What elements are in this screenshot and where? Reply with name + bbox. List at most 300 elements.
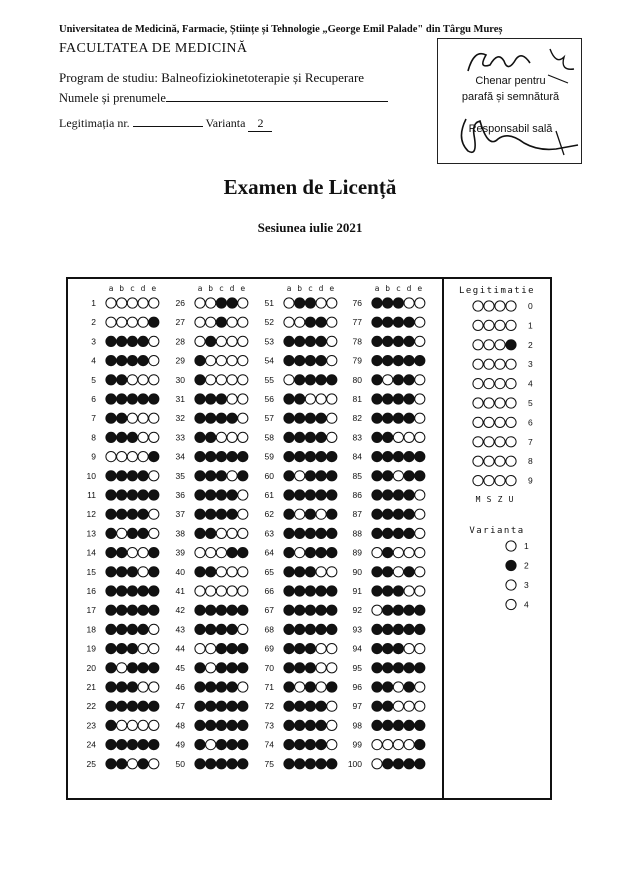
answer-bubble-43-b[interactable] [206, 624, 216, 634]
answer-bubble-44-b[interactable] [206, 644, 216, 654]
answer-bubble-2-a[interactable] [106, 317, 116, 327]
answer-bubble-4-e[interactable] [149, 356, 159, 366]
legitimatie-bubble-6-3[interactable] [506, 417, 516, 427]
answer-bubble-31-c[interactable] [216, 394, 226, 404]
answer-bubble-36-d[interactable] [227, 490, 237, 500]
answer-bubble-66-d[interactable] [316, 586, 326, 596]
answer-bubble-55-c[interactable] [305, 375, 315, 385]
legitimatie-bubble-5-2[interactable] [495, 398, 505, 408]
answer-bubble-33-c[interactable] [216, 432, 226, 442]
answer-bubble-93-a[interactable] [372, 624, 382, 634]
answer-bubble-13-b[interactable] [117, 528, 127, 538]
answer-bubble-24-e[interactable] [149, 740, 159, 750]
legitimatie-bubble-0-3[interactable] [506, 301, 516, 311]
answer-bubble-74-d[interactable] [316, 740, 326, 750]
answer-bubble-8-c[interactable] [127, 432, 137, 442]
answer-bubble-40-e[interactable] [238, 567, 248, 577]
answer-bubble-69-b[interactable] [295, 644, 305, 654]
answer-bubble-19-a[interactable] [106, 644, 116, 654]
legitimatie-bubble-2-0[interactable] [473, 340, 483, 350]
answer-bubble-83-a[interactable] [372, 432, 382, 442]
answer-bubble-68-e[interactable] [327, 624, 337, 634]
answer-bubble-81-b[interactable] [383, 394, 393, 404]
answer-bubble-32-c[interactable] [216, 413, 226, 423]
answer-bubble-50-b[interactable] [206, 759, 216, 769]
answer-bubble-3-b[interactable] [117, 336, 127, 346]
answer-bubble-4-b[interactable] [117, 356, 127, 366]
answer-bubble-65-d[interactable] [316, 567, 326, 577]
answer-bubble-80-d[interactable] [404, 375, 414, 385]
answer-bubble-47-d[interactable] [227, 701, 237, 711]
answer-bubble-19-b[interactable] [117, 644, 127, 654]
answer-bubble-13-e[interactable] [149, 528, 159, 538]
answer-bubble-71-e[interactable] [327, 682, 337, 692]
answer-bubble-67-d[interactable] [316, 605, 326, 615]
answer-bubble-49-e[interactable] [238, 740, 248, 750]
answer-bubble-91-e[interactable] [415, 586, 425, 596]
answer-bubble-84-b[interactable] [383, 452, 393, 462]
answer-bubble-58-d[interactable] [316, 432, 326, 442]
answer-bubble-32-d[interactable] [227, 413, 237, 423]
answer-bubble-41-d[interactable] [227, 586, 237, 596]
answer-bubble-38-a[interactable] [195, 528, 205, 538]
answer-bubble-56-c[interactable] [305, 394, 315, 404]
answer-bubble-16-b[interactable] [117, 586, 127, 596]
answer-bubble-28-c[interactable] [216, 336, 226, 346]
answer-bubble-77-b[interactable] [383, 317, 393, 327]
answer-bubble-70-e[interactable] [327, 663, 337, 673]
answer-bubble-79-b[interactable] [383, 356, 393, 366]
answer-bubble-95-e[interactable] [415, 663, 425, 673]
answer-bubble-90-e[interactable] [415, 567, 425, 577]
answer-bubble-51-d[interactable] [316, 298, 326, 308]
answer-bubble-1-c[interactable] [127, 298, 137, 308]
answer-bubble-37-a[interactable] [195, 509, 205, 519]
answer-bubble-35-b[interactable] [206, 471, 216, 481]
legitimatie-bubble-2-2[interactable] [495, 340, 505, 350]
answer-bubble-65-c[interactable] [305, 567, 315, 577]
answer-bubble-28-d[interactable] [227, 336, 237, 346]
answer-bubble-72-d[interactable] [316, 701, 326, 711]
answer-bubble-81-c[interactable] [393, 394, 403, 404]
answer-bubble-31-a[interactable] [195, 394, 205, 404]
answer-bubble-54-d[interactable] [316, 356, 326, 366]
answer-bubble-60-e[interactable] [327, 471, 337, 481]
answer-bubble-99-c[interactable] [393, 740, 403, 750]
answer-bubble-77-c[interactable] [393, 317, 403, 327]
answer-bubble-32-a[interactable] [195, 413, 205, 423]
answer-bubble-80-a[interactable] [372, 375, 382, 385]
legitimatie-bubble-8-1[interactable] [484, 456, 494, 466]
answer-bubble-3-d[interactable] [138, 336, 148, 346]
answer-bubble-74-b[interactable] [295, 740, 305, 750]
answer-bubble-46-b[interactable] [206, 682, 216, 692]
answer-bubble-63-a[interactable] [284, 528, 294, 538]
answer-bubble-67-c[interactable] [305, 605, 315, 615]
answer-bubble-99-d[interactable] [404, 740, 414, 750]
answer-bubble-27-e[interactable] [238, 317, 248, 327]
legitimatie-bubble-5-3[interactable] [506, 398, 516, 408]
answer-bubble-78-a[interactable] [372, 336, 382, 346]
answer-bubble-39-c[interactable] [216, 548, 226, 558]
answer-bubble-84-c[interactable] [393, 452, 403, 462]
answer-bubble-69-a[interactable] [284, 644, 294, 654]
answer-bubble-98-e[interactable] [415, 720, 425, 730]
legitimatie-bubble-7-1[interactable] [484, 437, 494, 447]
answer-bubble-48-c[interactable] [216, 720, 226, 730]
answer-bubble-7-d[interactable] [138, 413, 148, 423]
answer-bubble-97-e[interactable] [415, 701, 425, 711]
answer-bubble-6-c[interactable] [127, 394, 137, 404]
answer-bubble-49-a[interactable] [195, 740, 205, 750]
answer-bubble-1-d[interactable] [138, 298, 148, 308]
varianta-bubble-3[interactable] [506, 580, 516, 590]
answer-bubble-20-d[interactable] [138, 663, 148, 673]
answer-bubble-26-e[interactable] [238, 298, 248, 308]
answer-bubble-67-b[interactable] [295, 605, 305, 615]
answer-bubble-6-a[interactable] [106, 394, 116, 404]
answer-bubble-69-d[interactable] [316, 644, 326, 654]
answer-bubble-26-b[interactable] [206, 298, 216, 308]
answer-bubble-35-e[interactable] [238, 471, 248, 481]
answer-bubble-29-c[interactable] [216, 356, 226, 366]
answer-bubble-55-e[interactable] [327, 375, 337, 385]
answer-bubble-97-b[interactable] [383, 701, 393, 711]
answer-bubble-94-c[interactable] [393, 644, 403, 654]
answer-bubble-89-a[interactable] [372, 548, 382, 558]
answer-bubble-21-d[interactable] [138, 682, 148, 692]
answer-bubble-96-c[interactable] [393, 682, 403, 692]
legitimatie-bubble-9-0[interactable] [473, 476, 483, 486]
answer-bubble-83-b[interactable] [383, 432, 393, 442]
answer-bubble-14-d[interactable] [138, 548, 148, 558]
answer-bubble-31-b[interactable] [206, 394, 216, 404]
answer-bubble-25-e[interactable] [149, 759, 159, 769]
answer-bubble-36-b[interactable] [206, 490, 216, 500]
answer-bubble-80-c[interactable] [393, 375, 403, 385]
answer-bubble-85-b[interactable] [383, 471, 393, 481]
answer-bubble-16-a[interactable] [106, 586, 116, 596]
answer-bubble-77-a[interactable] [372, 317, 382, 327]
answer-bubble-76-e[interactable] [415, 298, 425, 308]
answer-bubble-21-b[interactable] [117, 682, 127, 692]
answer-bubble-83-e[interactable] [415, 432, 425, 442]
answer-bubble-88-c[interactable] [393, 528, 403, 538]
answer-bubble-25-a[interactable] [106, 759, 116, 769]
answer-bubble-84-d[interactable] [404, 452, 414, 462]
answer-bubble-26-d[interactable] [227, 298, 237, 308]
answer-bubble-24-a[interactable] [106, 740, 116, 750]
legitimatie-bubble-1-1[interactable] [484, 320, 494, 330]
answer-bubble-61-a[interactable] [284, 490, 294, 500]
answer-bubble-5-a[interactable] [106, 375, 116, 385]
answer-bubble-41-b[interactable] [206, 586, 216, 596]
answer-bubble-57-b[interactable] [295, 413, 305, 423]
answer-bubble-67-e[interactable] [327, 605, 337, 615]
answer-bubble-99-b[interactable] [383, 740, 393, 750]
answer-bubble-10-b[interactable] [117, 471, 127, 481]
answer-bubble-92-c[interactable] [393, 605, 403, 615]
answer-bubble-58-c[interactable] [305, 432, 315, 442]
answer-bubble-54-e[interactable] [327, 356, 337, 366]
answer-bubble-24-d[interactable] [138, 740, 148, 750]
answer-bubble-87-e[interactable] [415, 509, 425, 519]
answer-bubble-99-e[interactable] [415, 740, 425, 750]
answer-bubble-71-b[interactable] [295, 682, 305, 692]
answer-bubble-20-c[interactable] [127, 663, 137, 673]
answer-bubble-11-a[interactable] [106, 490, 116, 500]
answer-bubble-6-d[interactable] [138, 394, 148, 404]
answer-bubble-79-a[interactable] [372, 356, 382, 366]
answer-bubble-8-a[interactable] [106, 432, 116, 442]
answer-bubble-70-c[interactable] [305, 663, 315, 673]
answer-bubble-26-a[interactable] [195, 298, 205, 308]
answer-bubble-21-c[interactable] [127, 682, 137, 692]
answer-bubble-10-c[interactable] [127, 471, 137, 481]
answer-bubble-28-e[interactable] [238, 336, 248, 346]
answer-bubble-50-d[interactable] [227, 759, 237, 769]
answer-bubble-1-a[interactable] [106, 298, 116, 308]
varianta-bubble-2[interactable] [506, 560, 516, 570]
legitimatie-bubble-8-0[interactable] [473, 456, 483, 466]
answer-bubble-59-d[interactable] [316, 452, 326, 462]
answer-bubble-45-a[interactable] [195, 663, 205, 673]
answer-bubble-17-b[interactable] [117, 605, 127, 615]
answer-bubble-98-c[interactable] [393, 720, 403, 730]
answer-bubble-46-e[interactable] [238, 682, 248, 692]
answer-bubble-2-d[interactable] [138, 317, 148, 327]
answer-bubble-2-c[interactable] [127, 317, 137, 327]
answer-bubble-72-e[interactable] [327, 701, 337, 711]
answer-bubble-48-e[interactable] [238, 720, 248, 730]
answer-bubble-44-c[interactable] [216, 644, 226, 654]
answer-bubble-13-d[interactable] [138, 528, 148, 538]
legitimatie-bubble-4-0[interactable] [473, 379, 483, 389]
answer-bubble-4-d[interactable] [138, 356, 148, 366]
answer-bubble-16-e[interactable] [149, 586, 159, 596]
answer-bubble-76-d[interactable] [404, 298, 414, 308]
answer-bubble-100-d[interactable] [404, 759, 414, 769]
answer-bubble-6-e[interactable] [149, 394, 159, 404]
answer-bubble-20-a[interactable] [106, 663, 116, 673]
answer-bubble-74-c[interactable] [305, 740, 315, 750]
legitimatie-bubble-3-0[interactable] [473, 359, 483, 369]
answer-bubble-43-e[interactable] [238, 624, 248, 634]
answer-bubble-32-b[interactable] [206, 413, 216, 423]
answer-bubble-49-b[interactable] [206, 740, 216, 750]
legitimatie-bubble-8-2[interactable] [495, 456, 505, 466]
answer-bubble-29-d[interactable] [227, 356, 237, 366]
answer-bubble-89-d[interactable] [404, 548, 414, 558]
answer-bubble-93-b[interactable] [383, 624, 393, 634]
answer-bubble-77-d[interactable] [404, 317, 414, 327]
legitimatie-bubble-4-3[interactable] [506, 379, 516, 389]
answer-bubble-82-c[interactable] [393, 413, 403, 423]
answer-bubble-96-e[interactable] [415, 682, 425, 692]
answer-bubble-53-d[interactable] [316, 336, 326, 346]
answer-bubble-86-c[interactable] [393, 490, 403, 500]
answer-bubble-37-c[interactable] [216, 509, 226, 519]
answer-bubble-2-b[interactable] [117, 317, 127, 327]
answer-bubble-70-a[interactable] [284, 663, 294, 673]
answer-bubble-22-d[interactable] [138, 701, 148, 711]
answer-bubble-68-b[interactable] [295, 624, 305, 634]
answer-bubble-45-c[interactable] [216, 663, 226, 673]
answer-bubble-58-a[interactable] [284, 432, 294, 442]
answer-bubble-20-b[interactable] [117, 663, 127, 673]
answer-bubble-60-c[interactable] [305, 471, 315, 481]
legitimatie-bubble-6-0[interactable] [473, 417, 483, 427]
answer-bubble-38-c[interactable] [216, 528, 226, 538]
answer-bubble-30-d[interactable] [227, 375, 237, 385]
answer-bubble-81-d[interactable] [404, 394, 414, 404]
answer-bubble-68-d[interactable] [316, 624, 326, 634]
answer-bubble-96-d[interactable] [404, 682, 414, 692]
answer-bubble-41-a[interactable] [195, 586, 205, 596]
answer-bubble-25-c[interactable] [127, 759, 137, 769]
answer-bubble-27-b[interactable] [206, 317, 216, 327]
answer-bubble-48-d[interactable] [227, 720, 237, 730]
answer-bubble-5-d[interactable] [138, 375, 148, 385]
answer-bubble-11-d[interactable] [138, 490, 148, 500]
answer-bubble-87-a[interactable] [372, 509, 382, 519]
answer-bubble-75-c[interactable] [305, 759, 315, 769]
answer-bubble-18-d[interactable] [138, 624, 148, 634]
answer-bubble-66-b[interactable] [295, 586, 305, 596]
legitimatie-bubble-2-1[interactable] [484, 340, 494, 350]
varianta-bubble-1[interactable] [506, 541, 516, 551]
answer-bubble-34-e[interactable] [238, 452, 248, 462]
answer-bubble-47-e[interactable] [238, 701, 248, 711]
answer-bubble-100-c[interactable] [393, 759, 403, 769]
answer-bubble-98-a[interactable] [372, 720, 382, 730]
answer-bubble-70-b[interactable] [295, 663, 305, 673]
answer-bubble-5-e[interactable] [149, 375, 159, 385]
answer-bubble-64-e[interactable] [327, 548, 337, 558]
answer-bubble-97-a[interactable] [372, 701, 382, 711]
answer-bubble-68-a[interactable] [284, 624, 294, 634]
answer-bubble-96-b[interactable] [383, 682, 393, 692]
answer-bubble-64-a[interactable] [284, 548, 294, 558]
answer-bubble-15-a[interactable] [106, 567, 116, 577]
answer-bubble-73-e[interactable] [327, 720, 337, 730]
answer-bubble-25-b[interactable] [117, 759, 127, 769]
answer-bubble-29-a[interactable] [195, 356, 205, 366]
answer-bubble-96-a[interactable] [372, 682, 382, 692]
answer-bubble-91-d[interactable] [404, 586, 414, 596]
answer-bubble-52-b[interactable] [295, 317, 305, 327]
answer-bubble-33-e[interactable] [238, 432, 248, 442]
answer-bubble-14-e[interactable] [149, 548, 159, 558]
answer-bubble-46-a[interactable] [195, 682, 205, 692]
answer-bubble-66-e[interactable] [327, 586, 337, 596]
answer-bubble-45-d[interactable] [227, 663, 237, 673]
answer-bubble-71-c[interactable] [305, 682, 315, 692]
answer-bubble-100-a[interactable] [372, 759, 382, 769]
answer-bubble-76-c[interactable] [393, 298, 403, 308]
answer-bubble-87-d[interactable] [404, 509, 414, 519]
answer-bubble-38-b[interactable] [206, 528, 216, 538]
answer-bubble-90-a[interactable] [372, 567, 382, 577]
answer-bubble-83-c[interactable] [393, 432, 403, 442]
answer-bubble-65-a[interactable] [284, 567, 294, 577]
answer-bubble-59-e[interactable] [327, 452, 337, 462]
answer-bubble-78-e[interactable] [415, 336, 425, 346]
answer-bubble-99-a[interactable] [372, 740, 382, 750]
answer-bubble-29-b[interactable] [206, 356, 216, 366]
answer-bubble-82-e[interactable] [415, 413, 425, 423]
answer-bubble-72-a[interactable] [284, 701, 294, 711]
answer-bubble-93-c[interactable] [393, 624, 403, 634]
answer-bubble-79-e[interactable] [415, 356, 425, 366]
answer-bubble-30-a[interactable] [195, 375, 205, 385]
answer-bubble-52-e[interactable] [327, 317, 337, 327]
answer-bubble-35-a[interactable] [195, 471, 205, 481]
answer-bubble-88-e[interactable] [415, 528, 425, 538]
answer-bubble-35-c[interactable] [216, 471, 226, 481]
answer-bubble-9-d[interactable] [138, 452, 148, 462]
answer-bubble-18-b[interactable] [117, 624, 127, 634]
answer-bubble-83-d[interactable] [404, 432, 414, 442]
answer-bubble-71-d[interactable] [316, 682, 326, 692]
legitimatie-bubble-9-3[interactable] [506, 476, 516, 486]
answer-bubble-16-d[interactable] [138, 586, 148, 596]
answer-bubble-91-a[interactable] [372, 586, 382, 596]
answer-bubble-50-a[interactable] [195, 759, 205, 769]
answer-bubble-57-e[interactable] [327, 413, 337, 423]
answer-bubble-9-b[interactable] [117, 452, 127, 462]
answer-bubble-49-c[interactable] [216, 740, 226, 750]
answer-bubble-42-e[interactable] [238, 605, 248, 615]
answer-bubble-59-c[interactable] [305, 452, 315, 462]
legitimatie-bubble-3-3[interactable] [506, 359, 516, 369]
answer-bubble-27-c[interactable] [216, 317, 226, 327]
answer-bubble-19-d[interactable] [138, 644, 148, 654]
legitimatie-bubble-6-1[interactable] [484, 417, 494, 427]
answer-bubble-55-a[interactable] [284, 375, 294, 385]
answer-bubble-6-b[interactable] [117, 394, 127, 404]
answer-bubble-87-c[interactable] [393, 509, 403, 519]
answer-bubble-58-e[interactable] [327, 432, 337, 442]
answer-bubble-31-d[interactable] [227, 394, 237, 404]
answer-bubble-44-e[interactable] [238, 644, 248, 654]
answer-bubble-39-b[interactable] [206, 548, 216, 558]
answer-bubble-53-b[interactable] [295, 336, 305, 346]
answer-bubble-8-e[interactable] [149, 432, 159, 442]
answer-bubble-75-a[interactable] [284, 759, 294, 769]
answer-bubble-41-c[interactable] [216, 586, 226, 596]
legitimatie-bubble-3-1[interactable] [484, 359, 494, 369]
answer-bubble-81-e[interactable] [415, 394, 425, 404]
answer-bubble-76-b[interactable] [383, 298, 393, 308]
answer-bubble-63-d[interactable] [316, 528, 326, 538]
answer-bubble-94-a[interactable] [372, 644, 382, 654]
answer-bubble-56-d[interactable] [316, 394, 326, 404]
answer-bubble-28-a[interactable] [195, 336, 205, 346]
answer-bubble-93-e[interactable] [415, 624, 425, 634]
answer-bubble-59-a[interactable] [284, 452, 294, 462]
answer-bubble-54-b[interactable] [295, 356, 305, 366]
answer-bubble-24-c[interactable] [127, 740, 137, 750]
answer-bubble-73-d[interactable] [316, 720, 326, 730]
answer-bubble-42-b[interactable] [206, 605, 216, 615]
answer-bubble-40-a[interactable] [195, 567, 205, 577]
answer-bubble-61-c[interactable] [305, 490, 315, 500]
legitimatie-bubble-7-0[interactable] [473, 437, 483, 447]
answer-bubble-45-e[interactable] [238, 663, 248, 673]
answer-bubble-63-b[interactable] [295, 528, 305, 538]
answer-bubble-61-d[interactable] [316, 490, 326, 500]
